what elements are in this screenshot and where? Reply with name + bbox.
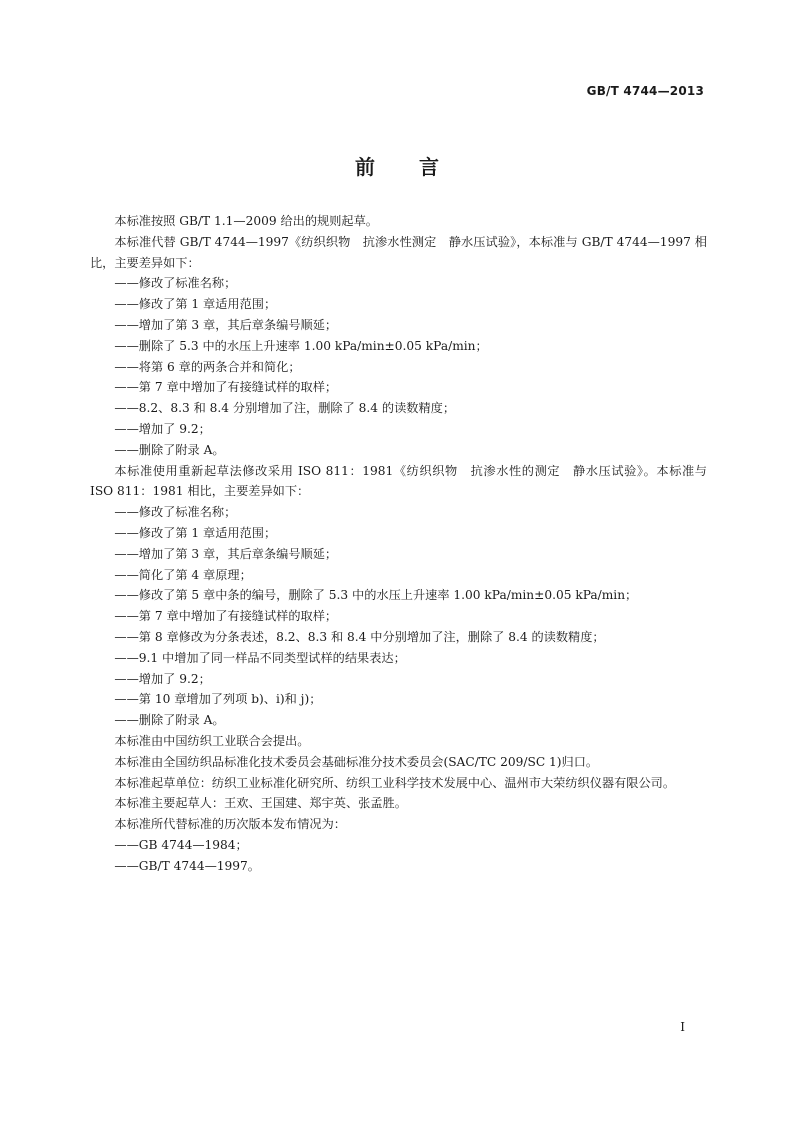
paragraph: 本标准代替 GB/T 4744—1997《纺织织物 抗渗水性测定 静水压试验》，本标准与 GB/T 4744—1997 相比，主要差异如下： — [90, 234, 707, 270]
list-item: ——修改了第 5 章中条的编号，删除了 5.3 中的水压上升速率 1.00 kPa/min±0.05 kPa/min； — [114, 588, 638, 603]
list-item: ——第 7 章中增加了有接缝试样的取样； — [114, 609, 338, 624]
foreword-body — [90, 211, 707, 877]
paragraph: 本标准由全国纺织品标准化技术委员会基础标准分技术委员会(SAC/TC 209/SC 1)归口。 — [114, 754, 599, 769]
list-item: ——第 10 章增加了列项 b)、i)和 j)； — [114, 692, 322, 707]
list-item: ——删除了附录 A。 — [114, 442, 225, 457]
standard-number: GB/T 4744—2013 — [586, 84, 704, 98]
list-item: ——第 7 章中增加了有接缝试样的取样； — [114, 380, 338, 395]
list-item: ——9.1 中增加了同一样品不同类型试样的结果表达； — [114, 650, 406, 665]
page-title: 前言 — [355, 155, 483, 179]
paragraph: 本标准由中国纺织工业联合会提出。 — [114, 733, 310, 748]
list-item: ——增加了 9.2； — [114, 671, 211, 686]
paragraph: 本标准主要起草人：王欢、王国建、郑宇英、张孟胜。 — [114, 796, 407, 811]
list-item: ——简化了第 4 章原理； — [114, 567, 252, 582]
list-item: ——增加了 9.2； — [114, 421, 211, 436]
list-item: ——GB/T 4744—1997。 — [114, 858, 260, 873]
list-item: ——删除了附录 A。 — [114, 713, 225, 728]
list-item: ——8.2、8.3 和 8.4 分别增加了注，删除了 8.4 的读数精度； — [114, 401, 456, 416]
list-item: ——修改了标准名称； — [114, 505, 237, 520]
list-item: ——将第 6 章的两条合并和简化； — [114, 359, 301, 374]
list-item: ——第 8 章修改为分条表述，8.2、8.3 和 8.4 中分别增加了注，删除了 8.4 的读数精度； — [114, 629, 605, 644]
paragraph: 本标准按照 GB/T 1.1—2009 给出的规则起草。 — [114, 214, 378, 228]
paragraph: 本标准所代替标准的历次版本发布情况为： — [114, 817, 346, 832]
list-item: ——修改了第 1 章适用范围； — [114, 525, 277, 540]
page-number: I — [680, 1020, 685, 1034]
list-item: ——修改了标准名称； — [114, 276, 237, 291]
list-item: ——GB 4744—1984； — [114, 837, 248, 852]
list-item: ——增加了第 3 章，其后章条编号顺延； — [114, 317, 338, 332]
paragraph: 本标准起草单位：纺织工业标准化研究所、纺织工业科学技术发展中心、温州市大荣纺织仪器有限公司。 — [114, 775, 676, 790]
paragraph: 本标准使用重新起草法修改采用 ISO 811：1981《纺织织物 抗渗水性的测定 静水压试验》。本标准与 ISO 811：1981 相比，主要差异如下： — [90, 463, 707, 499]
list-item: ——修改了第 1 章适用范围； — [114, 297, 277, 312]
list-item: ——增加了第 3 章，其后章条编号顺延； — [114, 546, 338, 561]
list-item: ——删除了 5.3 中的水压上升速率 1.00 kPa/min±0.05 kPa/min； — [114, 338, 488, 353]
